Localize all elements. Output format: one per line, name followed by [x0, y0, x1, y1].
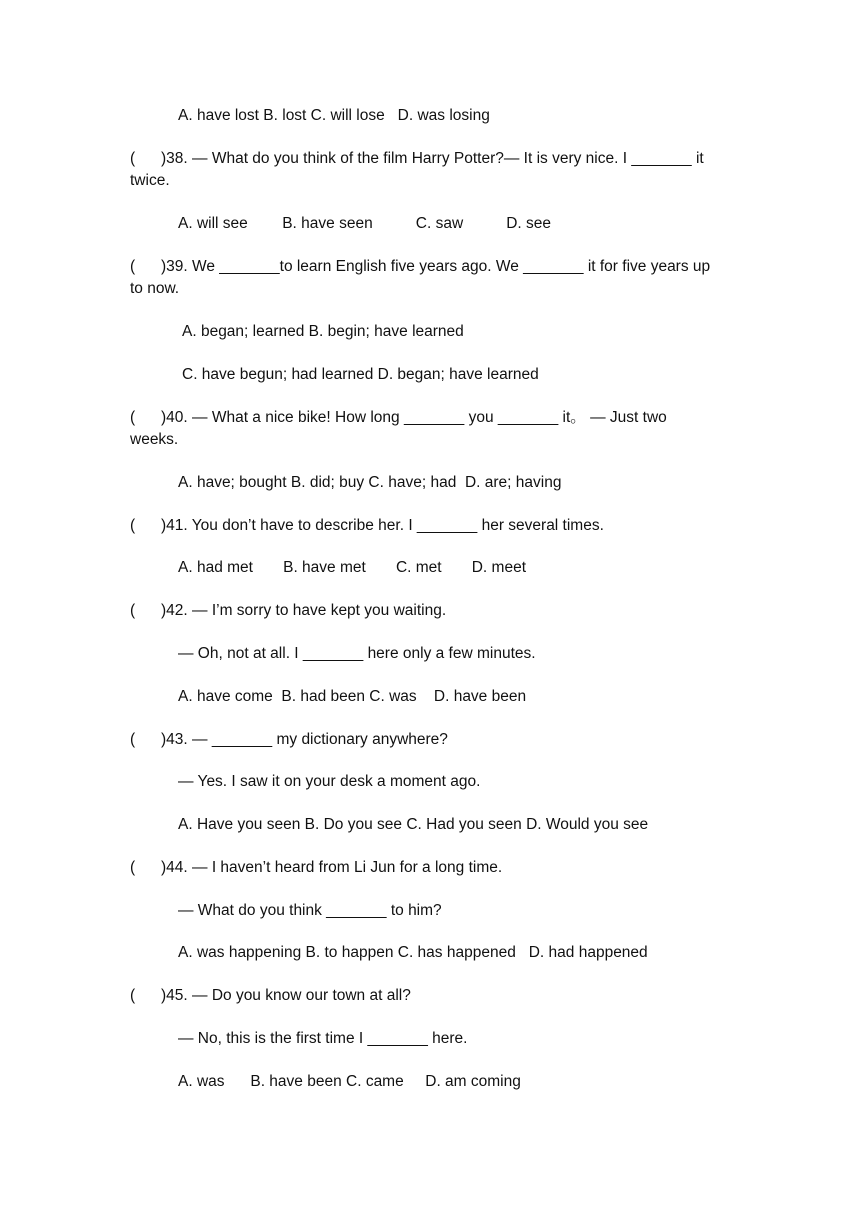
- q39-question: ( )39. We _______to learn English five years ago. We _______ it for five years up to now.: [130, 258, 715, 297]
- q39-options-line1: A. began; learned B. begin; have learned: [182, 323, 464, 340]
- q40-options: A. have; bought B. did; buy C. have; had D. are; having: [178, 474, 562, 491]
- q42-options: A. have come B. had been C. was D. have been: [178, 688, 527, 705]
- q45-question: ( )45. — Do you know our town at all?: [130, 987, 411, 1004]
- q44-question: ( )44. — I haven’t heard from Li Jun for a long time.: [130, 859, 503, 876]
- q40-question: ( )40. — What a nice bike! How long _______ you _______ it。 — Just two weeks.: [130, 409, 672, 448]
- q41-question: ( )41. You don’t have to describe her. I _______ her several times.: [130, 517, 604, 534]
- q38-question: ( )38. — What do you think of the film Harry Potter?— It is very nice. I _______ it twice.: [130, 150, 709, 189]
- q38-options: A. will see B. have seen C. saw D. see: [178, 215, 551, 232]
- q41-options: A. had met B. have met C. met D. meet: [178, 559, 527, 576]
- q43-reply: — Yes. I saw it on your desk a moment ago.: [178, 773, 481, 790]
- q43-question: ( )43. — _______ my dictionary anywhere?: [130, 731, 448, 748]
- q43-options: A. Have you seen B. Do you see C. Had you seen D. Would you see: [178, 816, 649, 833]
- q37-options: A. have lost B. lost C. will lose D. was losing: [178, 107, 490, 124]
- q45-reply: — No, this is the first time I _______ here.: [178, 1030, 468, 1047]
- q39-options-line2: C. have begun; had learned D. began; have learned: [182, 366, 539, 383]
- q44-reply: — What do you think _______ to him?: [178, 902, 442, 919]
- q42-question: ( )42. — I’m sorry to have kept you waiting.: [130, 602, 447, 619]
- q45-options: A. was B. have been C. came D. am coming: [178, 1073, 521, 1090]
- q42-reply: — Oh, not at all. I _______ here only a few minutes.: [178, 645, 536, 662]
- q44-options: A. was happening B. to happen C. has happened D. had happened: [178, 944, 648, 961]
